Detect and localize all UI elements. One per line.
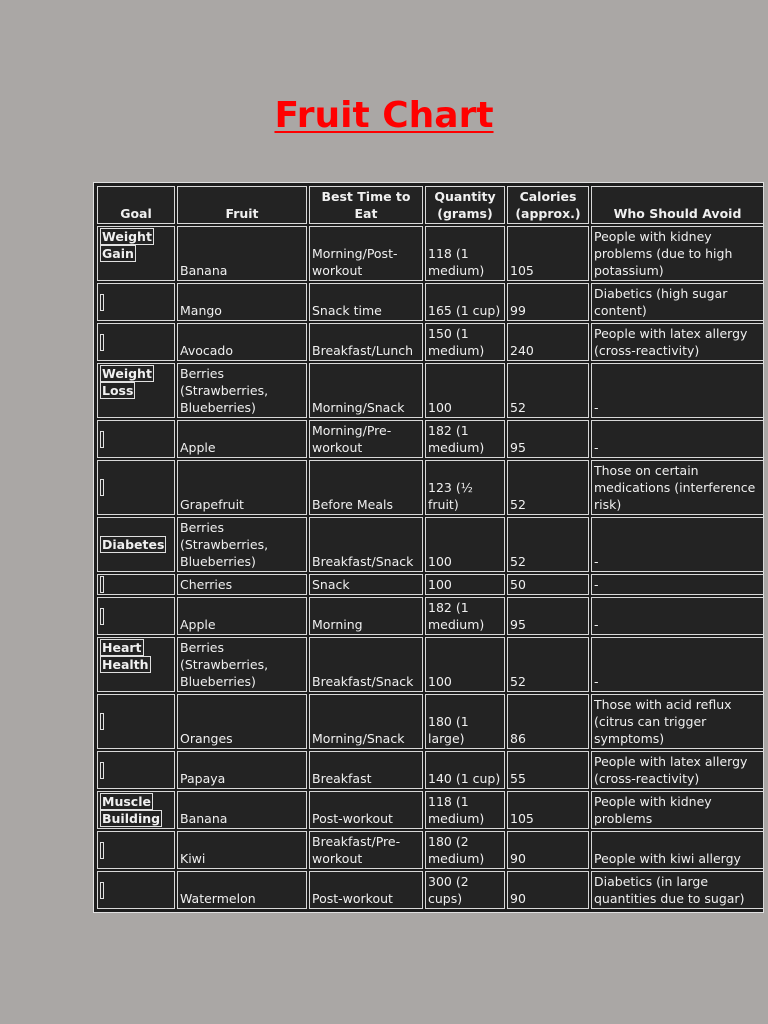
cell-calories: 90 [507, 871, 589, 909]
cell-goal [97, 694, 175, 749]
table-row [97, 283, 764, 321]
cell-fruit: Oranges [177, 694, 307, 749]
table-header-row [97, 186, 764, 224]
header-fruit: Fruit [177, 186, 307, 224]
header-goal: Goal [97, 186, 175, 224]
cell-fruit: Papaya [177, 751, 307, 789]
goal-label [100, 608, 104, 625]
cell-goal [97, 323, 175, 361]
cell-calories: 105 [507, 226, 589, 281]
cell-fruit: Berries (Strawberries, Blueberries) [177, 363, 307, 418]
cell-avoid: Those with acid reflux (citrus can trigger symptoms) [591, 694, 764, 749]
cell-avoid: People with kidney problems [591, 791, 764, 829]
cell-time: Morning/Snack [309, 363, 423, 418]
table-row [97, 363, 764, 418]
cell-avoid: Diabetics (in large quantities due to sugar) [591, 871, 764, 909]
goal-label [100, 294, 104, 311]
cell-quantity: 118 (1 medium) [425, 791, 505, 829]
page-title: Fruit Chart [274, 95, 494, 136]
cell-calories: 52 [507, 637, 589, 692]
cell-time: Snack time [309, 283, 423, 321]
cell-goal [97, 283, 175, 321]
cell-avoid: - [591, 574, 764, 595]
cell-goal [97, 751, 175, 789]
cell-calories: 52 [507, 460, 589, 515]
goal-label [100, 334, 104, 351]
goal-label [100, 576, 104, 593]
fruit-table-container [93, 182, 764, 913]
cell-fruit: Watermelon [177, 871, 307, 909]
goal-label: Weight Gain [102, 229, 152, 261]
table-body [97, 226, 764, 909]
cell-goal [97, 791, 175, 829]
cell-quantity: 100 [425, 637, 505, 692]
cell-calories: 50 [507, 574, 589, 595]
goal-label [100, 882, 104, 899]
cell-fruit: Banana [177, 791, 307, 829]
cell-calories: 95 [507, 420, 589, 458]
cell-avoid: Diabetics (high sugar content) [591, 283, 764, 321]
cell-goal [97, 420, 175, 458]
goal-label: Diabetes [102, 537, 165, 552]
cell-avoid: - [591, 637, 764, 692]
cell-quantity: 140 (1 cup) [425, 751, 505, 789]
cell-quantity: 100 [425, 363, 505, 418]
cell-fruit: Avocado [177, 323, 307, 361]
cell-avoid: Those on certain medications (interference risk) [591, 460, 764, 515]
cell-quantity: 100 [425, 574, 505, 595]
cell-time: Breakfast/Lunch [309, 323, 423, 361]
table-row [97, 420, 764, 458]
goal-label: Weight Loss [102, 366, 152, 398]
goal-label [100, 479, 104, 496]
cell-goal [97, 831, 175, 869]
cell-quantity: 118 (1 medium) [425, 226, 505, 281]
cell-time: Morning/Pre-workout [309, 420, 423, 458]
table-row [97, 831, 764, 869]
cell-quantity: 182 (1 medium) [425, 420, 505, 458]
cell-time: Morning [309, 597, 423, 635]
cell-quantity: 165 (1 cup) [425, 283, 505, 321]
goal-label [100, 762, 104, 779]
cell-time: Breakfast/Snack [309, 637, 423, 692]
cell-time: Morning/Snack [309, 694, 423, 749]
table-row [97, 574, 764, 595]
cell-avoid: People with latex allergy (cross-reactivity) [591, 751, 764, 789]
cell-avoid: - [591, 420, 764, 458]
cell-time: Snack [309, 574, 423, 595]
cell-time: Before Meals [309, 460, 423, 515]
table-row [97, 871, 764, 909]
cell-quantity: 180 (2 medium) [425, 831, 505, 869]
cell-calories: 105 [507, 791, 589, 829]
cell-fruit: Berries (Strawberries, Blueberries) [177, 517, 307, 572]
cell-time: Post-workout [309, 871, 423, 909]
cell-goal [97, 517, 175, 572]
cell-quantity: 123 (½ fruit) [425, 460, 505, 515]
header-best-time: Best Time to Eat [309, 186, 423, 224]
cell-goal [97, 226, 175, 281]
cell-calories: 99 [507, 283, 589, 321]
cell-calories: 55 [507, 751, 589, 789]
cell-avoid: People with kidney problems (due to high potassium) [591, 226, 764, 281]
table-row [97, 517, 764, 572]
header-quantity: Quantity (grams) [425, 186, 505, 224]
cell-goal [97, 363, 175, 418]
cell-calories: 90 [507, 831, 589, 869]
cell-fruit: Banana [177, 226, 307, 281]
table-row [97, 323, 764, 361]
cell-calories: 52 [507, 517, 589, 572]
cell-quantity: 300 (2 cups) [425, 871, 505, 909]
cell-fruit: Berries (Strawberries, Blueberries) [177, 637, 307, 692]
cell-quantity: 100 [425, 517, 505, 572]
table-row [97, 226, 764, 281]
cell-time: Breakfast/Snack [309, 517, 423, 572]
fruit-table [95, 184, 766, 911]
cell-avoid: - [591, 363, 764, 418]
table-row [97, 751, 764, 789]
cell-time: Breakfast/Pre-workout [309, 831, 423, 869]
cell-fruit: Apple [177, 420, 307, 458]
header-calories: Calories (approx.) [507, 186, 589, 224]
cell-fruit: Grapefruit [177, 460, 307, 515]
table-row [97, 597, 764, 635]
cell-time: Morning/Post-workout [309, 226, 423, 281]
goal-label [100, 431, 104, 448]
cell-quantity: 182 (1 medium) [425, 597, 505, 635]
cell-quantity: 150 (1 medium) [425, 323, 505, 361]
table-row [97, 791, 764, 829]
cell-time: Breakfast [309, 751, 423, 789]
goal-label [100, 713, 104, 730]
cell-calories: 86 [507, 694, 589, 749]
cell-goal [97, 597, 175, 635]
goal-label [100, 842, 104, 859]
cell-goal [97, 871, 175, 909]
cell-avoid: - [591, 517, 764, 572]
cell-avoid: People with kiwi allergy [591, 831, 764, 869]
cell-fruit: Kiwi [177, 831, 307, 869]
cell-calories: 240 [507, 323, 589, 361]
cell-time: Post-workout [309, 791, 423, 829]
table-row [97, 694, 764, 749]
header-who-should-avoid: Who Should Avoid [591, 186, 764, 224]
cell-avoid: - [591, 597, 764, 635]
goal-label: Muscle Building [102, 794, 161, 826]
table-row [97, 637, 764, 692]
cell-fruit: Cherries [177, 574, 307, 595]
cell-goal [97, 637, 175, 692]
cell-calories: 95 [507, 597, 589, 635]
cell-avoid: People with latex allergy (cross-reactivity) [591, 323, 764, 361]
cell-quantity: 180 (1 large) [425, 694, 505, 749]
cell-calories: 52 [507, 363, 589, 418]
cell-goal [97, 574, 175, 595]
cell-goal [97, 460, 175, 515]
goal-label: Heart Health [102, 640, 149, 672]
cell-fruit: Mango [177, 283, 307, 321]
cell-fruit: Apple [177, 597, 307, 635]
table-row [97, 460, 764, 515]
